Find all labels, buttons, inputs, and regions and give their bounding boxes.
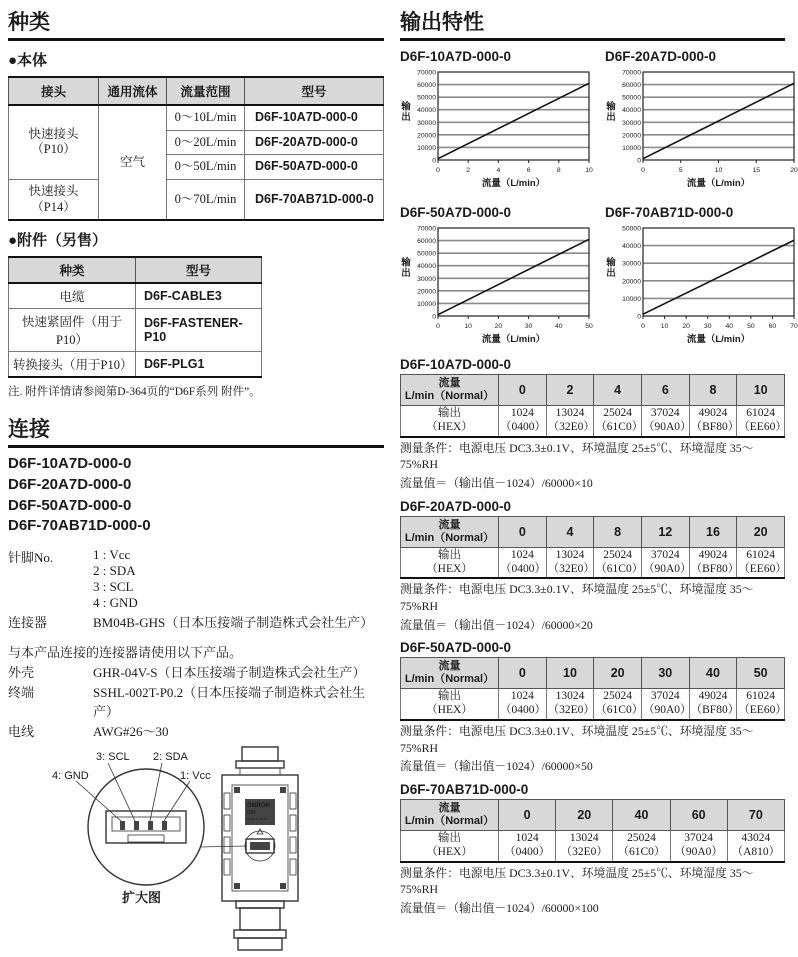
y-axis-label: 输出 bbox=[399, 257, 410, 278]
body-subsection-label: ●本体 bbox=[8, 52, 48, 69]
flow-row bbox=[401, 516, 785, 547]
flow-value: 2 bbox=[546, 375, 594, 406]
output-value: 49024 （BF80） bbox=[689, 406, 737, 437]
y-tick-label: 10000 bbox=[417, 144, 436, 152]
wire-label: 电线 bbox=[8, 723, 35, 739]
x-tick-label: 8 bbox=[556, 167, 561, 174]
connector-label: 连接器 bbox=[8, 614, 48, 630]
section-title-connection: 连接 bbox=[8, 413, 384, 448]
y-tick-label: 40000 bbox=[622, 243, 641, 251]
model-cell: D6F-20A7D-000-0 bbox=[245, 130, 384, 155]
section-title-output: 输出特性 bbox=[400, 6, 785, 41]
y-tick-label: 10000 bbox=[622, 144, 641, 152]
y-tick-label: 20000 bbox=[417, 288, 436, 296]
y-tick-label: 20000 bbox=[622, 132, 641, 140]
model-cell: D6F-PLG1 bbox=[136, 352, 262, 378]
accessories-note: 注. 附件详情请参阅第D-364页的“D6F系列 附件”。 bbox=[8, 386, 261, 399]
y-tick-label: 40000 bbox=[622, 107, 641, 115]
y-tick-label: 30000 bbox=[622, 119, 641, 127]
col-header-joint: 接头 bbox=[9, 77, 99, 105]
connection-diagram bbox=[50, 747, 350, 952]
flow-value: 0 bbox=[499, 799, 556, 830]
fluid-cell: 空气 bbox=[99, 105, 167, 220]
output-table-D6F-20A7D-000-0 bbox=[400, 499, 785, 634]
x-tick-label: 10 bbox=[660, 323, 669, 330]
model-line: D6F-10A7D-000-0 bbox=[8, 455, 132, 473]
x-tick-label: 15 bbox=[752, 167, 761, 174]
chart-svg bbox=[616, 67, 798, 195]
enlarged-view-caption: 扩大图 bbox=[122, 890, 162, 906]
joint-p10-cell: 快速接头 （P10） bbox=[9, 105, 99, 179]
pin-list bbox=[93, 547, 138, 611]
flow-value: 20 bbox=[594, 658, 642, 689]
y-tick-label: 40000 bbox=[417, 263, 436, 271]
flow-header: 流量 L/min（Normal） bbox=[401, 799, 499, 830]
table-row bbox=[9, 283, 262, 309]
model-line: D6F-50A7D-000-0 bbox=[8, 496, 132, 514]
sensor-device-drawing bbox=[222, 747, 298, 950]
wire-value: AWG#26～30 bbox=[93, 723, 169, 739]
connection-model-list bbox=[8, 454, 384, 537]
flow-value: 10 bbox=[546, 658, 594, 689]
kind-cell: 转换接头（用于P10） bbox=[9, 352, 136, 378]
output-table-title: D6F-50A7D-000-0 bbox=[400, 640, 512, 656]
x-tick-label: 0 bbox=[436, 167, 440, 174]
flow-formula: 流量值＝（输出值－1024）/60000×20 bbox=[400, 617, 593, 632]
output-value: 25024 （61C0） bbox=[594, 406, 642, 437]
x-tick-label: 60 bbox=[768, 323, 777, 330]
output-value: 1024 （0400） bbox=[499, 830, 556, 861]
chart-D6F-20A7D-000-0 bbox=[605, 45, 798, 195]
x-tick-label: 50 bbox=[585, 323, 593, 330]
range-cell: 0～20L/min bbox=[167, 130, 245, 155]
accessories-subsection-label: ●附件（另售） bbox=[8, 232, 108, 250]
pin-label: 针脚No. bbox=[8, 549, 54, 565]
y-tick-label: 20000 bbox=[417, 132, 436, 140]
x-tick-label: 0 bbox=[641, 323, 645, 330]
flow-header: 流量 L/min（Normal） bbox=[401, 516, 499, 547]
usage-note: 与本产品连接的连接器请使用以下产品。 bbox=[8, 645, 243, 661]
y-axis-label: 输出 bbox=[604, 257, 615, 278]
output-table-title: D6F-20A7D-000-0 bbox=[400, 498, 512, 514]
output-value: 61024 （EE60） bbox=[737, 547, 785, 578]
output-table-title: D6F-70AB71D-000-0 bbox=[400, 781, 529, 797]
right-column bbox=[399, 6, 798, 957]
charts-grid bbox=[399, 45, 798, 351]
model-cell: D6F-CABLE3 bbox=[136, 283, 262, 309]
y-tick-label: 40000 bbox=[417, 107, 436, 115]
flow-value: 30 bbox=[641, 658, 689, 689]
y-tick-label: 30000 bbox=[417, 119, 436, 127]
output-value: 13024 （32E0） bbox=[556, 830, 613, 861]
y-tick-label: 50000 bbox=[417, 94, 436, 102]
output-table bbox=[400, 799, 785, 863]
table-row bbox=[9, 105, 384, 130]
flow-value: 0 bbox=[499, 658, 547, 689]
connector-row bbox=[8, 613, 384, 633]
y-axis-label: 输出 bbox=[604, 101, 615, 122]
y-tick-label: 60000 bbox=[417, 238, 436, 246]
pin1-label: 1: Vcc bbox=[180, 770, 211, 783]
pin-line: 3 : SCL bbox=[93, 578, 134, 594]
x-tick-label: 5 bbox=[678, 167, 683, 174]
x-tick-label: 0 bbox=[436, 323, 440, 330]
output-header: 输出 （HEX） bbox=[401, 406, 499, 437]
col-header-model: 型号 bbox=[245, 77, 384, 105]
table-header-row bbox=[9, 77, 384, 105]
y-tick-label: 0 bbox=[637, 157, 641, 165]
pin4-label: 4: GND bbox=[52, 770, 89, 783]
y-tick-label: 50000 bbox=[622, 94, 641, 102]
measurement-conditions: 测量条件：电源电压 DC3.3±0.1V、环境温度 25±5℃、环境湿度 35～75%RH bbox=[400, 865, 754, 897]
range-cell: 0～70L/min bbox=[167, 179, 245, 220]
terminal-label: 终端 bbox=[8, 684, 35, 700]
x-tick-label: 20 bbox=[790, 167, 798, 174]
accessories-table bbox=[8, 256, 262, 378]
model-cell: D6F-FASTENER-P10 bbox=[136, 309, 262, 352]
x-axis-label: 流量（L/min） bbox=[481, 178, 546, 189]
flow-row bbox=[401, 658, 785, 689]
section-title-types: 种类 bbox=[8, 6, 384, 41]
chart-D6F-70AB71D-000-0 bbox=[605, 201, 798, 351]
x-tick-label: 20 bbox=[494, 323, 503, 330]
model-cell: D6F-50A7D-000-0 bbox=[245, 155, 384, 180]
wire-row bbox=[8, 722, 384, 742]
data-line bbox=[643, 240, 794, 314]
range-cell: 0～50L/min bbox=[167, 155, 245, 180]
brand-mark: OMRON bbox=[247, 803, 270, 810]
flow-value: 10 bbox=[737, 375, 785, 406]
flow-value: 70 bbox=[727, 799, 784, 830]
y-tick-label: 60000 bbox=[622, 82, 641, 90]
x-tick-label: 10 bbox=[585, 167, 593, 174]
x-tick-label: 50 bbox=[747, 323, 755, 330]
x-tick-label: 40 bbox=[555, 323, 563, 330]
flow-row bbox=[401, 375, 785, 406]
output-value: 1024 （0400） bbox=[499, 689, 547, 720]
flow-formula: 流量值＝（输出值－1024）/60000×100 bbox=[400, 900, 599, 915]
x-tick-label: 40 bbox=[725, 323, 734, 330]
output-value: 37024 （90A0） bbox=[641, 689, 689, 720]
y-tick-label: 20000 bbox=[622, 278, 641, 286]
body-table bbox=[8, 76, 384, 221]
x-tick-label: 0 bbox=[641, 167, 645, 174]
chart-title: D6F-20A7D-000-0 bbox=[605, 49, 717, 64]
connector-value: BM04B-GHS（日本压接端子制造株式会社生产） bbox=[93, 614, 374, 630]
x-tick-label: 70 bbox=[790, 323, 798, 330]
chart-D6F-50A7D-000-0 bbox=[400, 201, 593, 351]
chart-title: D6F-70AB71D-000-0 bbox=[605, 205, 734, 220]
x-tick-label: 10 bbox=[464, 323, 472, 330]
flow-formula: 流量值＝（输出值－1024）/60000×10 bbox=[400, 476, 593, 490]
pin3-label: 3: SCL bbox=[96, 751, 130, 764]
output-table bbox=[400, 516, 785, 580]
left-column bbox=[8, 6, 384, 957]
pin-line: 4 : GND bbox=[93, 594, 138, 610]
x-axis-label: 流量（L/min） bbox=[481, 334, 546, 345]
chart-body bbox=[605, 223, 798, 351]
y-tick-label: 50000 bbox=[622, 225, 641, 233]
measurement-conditions: 测量条件：电源电压 DC3.3±0.1V、环境温度 25±5℃、环境湿度 35～75%RH bbox=[400, 582, 754, 613]
col-header-range: 流量范围 bbox=[167, 77, 245, 105]
y-tick-label: 70000 bbox=[417, 225, 436, 233]
x-axis-label: 流量（L/min） bbox=[686, 178, 751, 189]
chart-svg bbox=[616, 223, 798, 351]
terminal-row bbox=[8, 683, 384, 722]
flow-row bbox=[401, 799, 785, 830]
col-header-fluid: 通用流体 bbox=[99, 77, 167, 105]
connection-diagram-wrap bbox=[50, 747, 384, 957]
housing-value: GHR-04V-S（日本压接端子制造株式会社生产） bbox=[93, 665, 366, 681]
chart-svg bbox=[411, 67, 593, 195]
chart-title: D6F-50A7D-000-0 bbox=[400, 205, 512, 220]
range-cell: 0～10L/min bbox=[167, 105, 245, 130]
col-header-model: 型号 bbox=[136, 257, 262, 283]
model-line: D6F-20A7D-000-0 bbox=[8, 475, 132, 493]
made-in-mark: MADE IN JAPAN bbox=[247, 818, 267, 822]
flow-value: 40 bbox=[689, 658, 737, 689]
flow-value: 16 bbox=[689, 516, 737, 547]
output-table-D6F-70AB71D-000-0 bbox=[400, 782, 785, 917]
output-value: 25024 （61C0） bbox=[613, 830, 670, 861]
output-table-D6F-10A7D-000-0 bbox=[400, 357, 785, 492]
col-header-kind: 种类 bbox=[9, 257, 136, 283]
pin-line: 2 : SDA bbox=[93, 562, 136, 578]
output-value: 61024 （EE60） bbox=[737, 689, 785, 720]
output-table-D6F-50A7D-000-0 bbox=[400, 640, 785, 775]
output-value: 49024 （BF80） bbox=[689, 547, 737, 578]
y-tick-label: 60000 bbox=[417, 82, 436, 90]
y-tick-label: 70000 bbox=[417, 69, 436, 77]
output-header: 输出 （HEX） bbox=[401, 547, 499, 578]
x-tick-label: 2 bbox=[466, 167, 471, 174]
flow-value: 12 bbox=[641, 516, 689, 547]
output-value: 43024 （A810） bbox=[727, 830, 784, 861]
output-value: 25024 （61C0） bbox=[594, 547, 642, 578]
table-header-row bbox=[9, 257, 262, 283]
flow-value: 8 bbox=[689, 375, 737, 406]
flow-value: 0 bbox=[499, 375, 547, 406]
output-row bbox=[401, 689, 785, 720]
model-line: D6F-70AB71D-000-0 bbox=[8, 517, 151, 535]
x-tick-label: 20 bbox=[682, 323, 690, 330]
flow-value: 20 bbox=[737, 516, 785, 547]
table-row bbox=[9, 352, 262, 378]
y-tick-label: 50000 bbox=[417, 250, 436, 258]
output-table bbox=[400, 657, 785, 721]
flow-value: 4 bbox=[594, 375, 642, 406]
pin-line: 1 : Vcc bbox=[93, 546, 131, 562]
y-tick-label: 10000 bbox=[622, 295, 641, 303]
model-cell: D6F-70AB71D-000-0 bbox=[245, 179, 384, 220]
flow-value: 50 bbox=[737, 658, 785, 689]
output-value: 37024 （90A0） bbox=[641, 406, 689, 437]
y-tick-label: 0 bbox=[637, 313, 641, 321]
chart-title: D6F-10A7D-000-0 bbox=[400, 49, 512, 64]
table-row bbox=[9, 309, 262, 352]
flow-value: 8 bbox=[594, 516, 642, 547]
y-tick-label: 0 bbox=[432, 313, 436, 321]
table-row bbox=[9, 179, 384, 220]
output-tables bbox=[400, 357, 785, 916]
flow-value: 0 bbox=[499, 516, 547, 547]
output-row bbox=[401, 406, 785, 437]
kind-cell: 快速紧固件（用于P10） bbox=[9, 309, 136, 352]
y-tick-label: 30000 bbox=[622, 260, 641, 268]
output-value: 13024 （32E0） bbox=[546, 547, 594, 578]
y-tick-label: 30000 bbox=[417, 275, 436, 283]
output-table bbox=[400, 374, 785, 438]
output-value: 25024 （61C0） bbox=[594, 689, 642, 720]
flow-value: 60 bbox=[670, 799, 727, 830]
y-tick-label: 10000 bbox=[417, 300, 436, 308]
x-tick-label: 6 bbox=[526, 167, 531, 174]
output-table-title: D6F-10A7D-000-0 bbox=[400, 357, 512, 372]
output-row bbox=[401, 547, 785, 578]
flow-value: 40 bbox=[613, 799, 670, 830]
chart-body bbox=[605, 67, 798, 195]
x-axis-label: 流量（L/min） bbox=[686, 334, 751, 345]
x-tick-label: 10 bbox=[714, 167, 723, 174]
chart-body bbox=[400, 67, 593, 195]
chart-svg bbox=[411, 223, 593, 351]
measurement-conditions: 测量条件：电源电压 DC3.3±0.1V、环境温度 25±5℃、环境湿度 35～75%RH bbox=[400, 440, 754, 472]
pin-assignment bbox=[8, 547, 384, 611]
housing-label: 外壳 bbox=[8, 665, 35, 681]
x-tick-label: 30 bbox=[703, 323, 712, 330]
output-value: 13024 （32E0） bbox=[546, 406, 594, 437]
device-model-mark: D6F bbox=[247, 810, 257, 817]
flow-header: 流量 L/min（Normal） bbox=[401, 375, 499, 406]
output-value: 1024 （0400） bbox=[499, 406, 547, 437]
output-value: 37024 （90A0） bbox=[670, 830, 727, 861]
kind-cell: 电缆 bbox=[9, 283, 136, 309]
output-value: 1024 （0400） bbox=[499, 547, 547, 578]
output-header: 输出 （HEX） bbox=[401, 830, 499, 861]
y-tick-label: 0 bbox=[432, 157, 436, 165]
flow-value: 20 bbox=[556, 799, 613, 830]
output-value: 13024 （32E0） bbox=[546, 689, 594, 720]
output-header: 输出 （HEX） bbox=[401, 689, 499, 720]
measurement-conditions: 测量条件：电源电压 DC3.3±0.1V、环境温度 25±5℃、环境湿度 35～75%RH bbox=[400, 724, 754, 755]
flow-value: 4 bbox=[546, 516, 594, 547]
flow-header: 流量 L/min（Normal） bbox=[401, 658, 499, 689]
x-tick-label: 4 bbox=[496, 167, 501, 174]
chart-D6F-10A7D-000-0 bbox=[400, 45, 593, 195]
output-value: 49024 （BF80） bbox=[689, 689, 737, 720]
joint-p14-cell: 快速接头 （P14） bbox=[9, 179, 99, 220]
chart-body bbox=[400, 223, 593, 351]
model-cell: D6F-10A7D-000-0 bbox=[245, 105, 384, 130]
flow-formula: 流量值＝（输出值－1024）/60000×50 bbox=[400, 759, 593, 774]
pin2-label: 2: SDA bbox=[153, 751, 188, 764]
output-row bbox=[401, 830, 785, 861]
output-value: 61024 （EE60） bbox=[737, 406, 785, 437]
housing-row bbox=[8, 663, 384, 683]
y-axis-label: 输出 bbox=[399, 101, 410, 122]
y-tick-label: 70000 bbox=[622, 69, 641, 77]
flow-value: 6 bbox=[641, 375, 689, 406]
x-tick-label: 30 bbox=[524, 323, 533, 330]
output-value: 37024 （90A0） bbox=[641, 547, 689, 578]
terminal-value: SSHL-002T-P0.2（日本压接端子制造株式会社生产） bbox=[93, 684, 366, 720]
